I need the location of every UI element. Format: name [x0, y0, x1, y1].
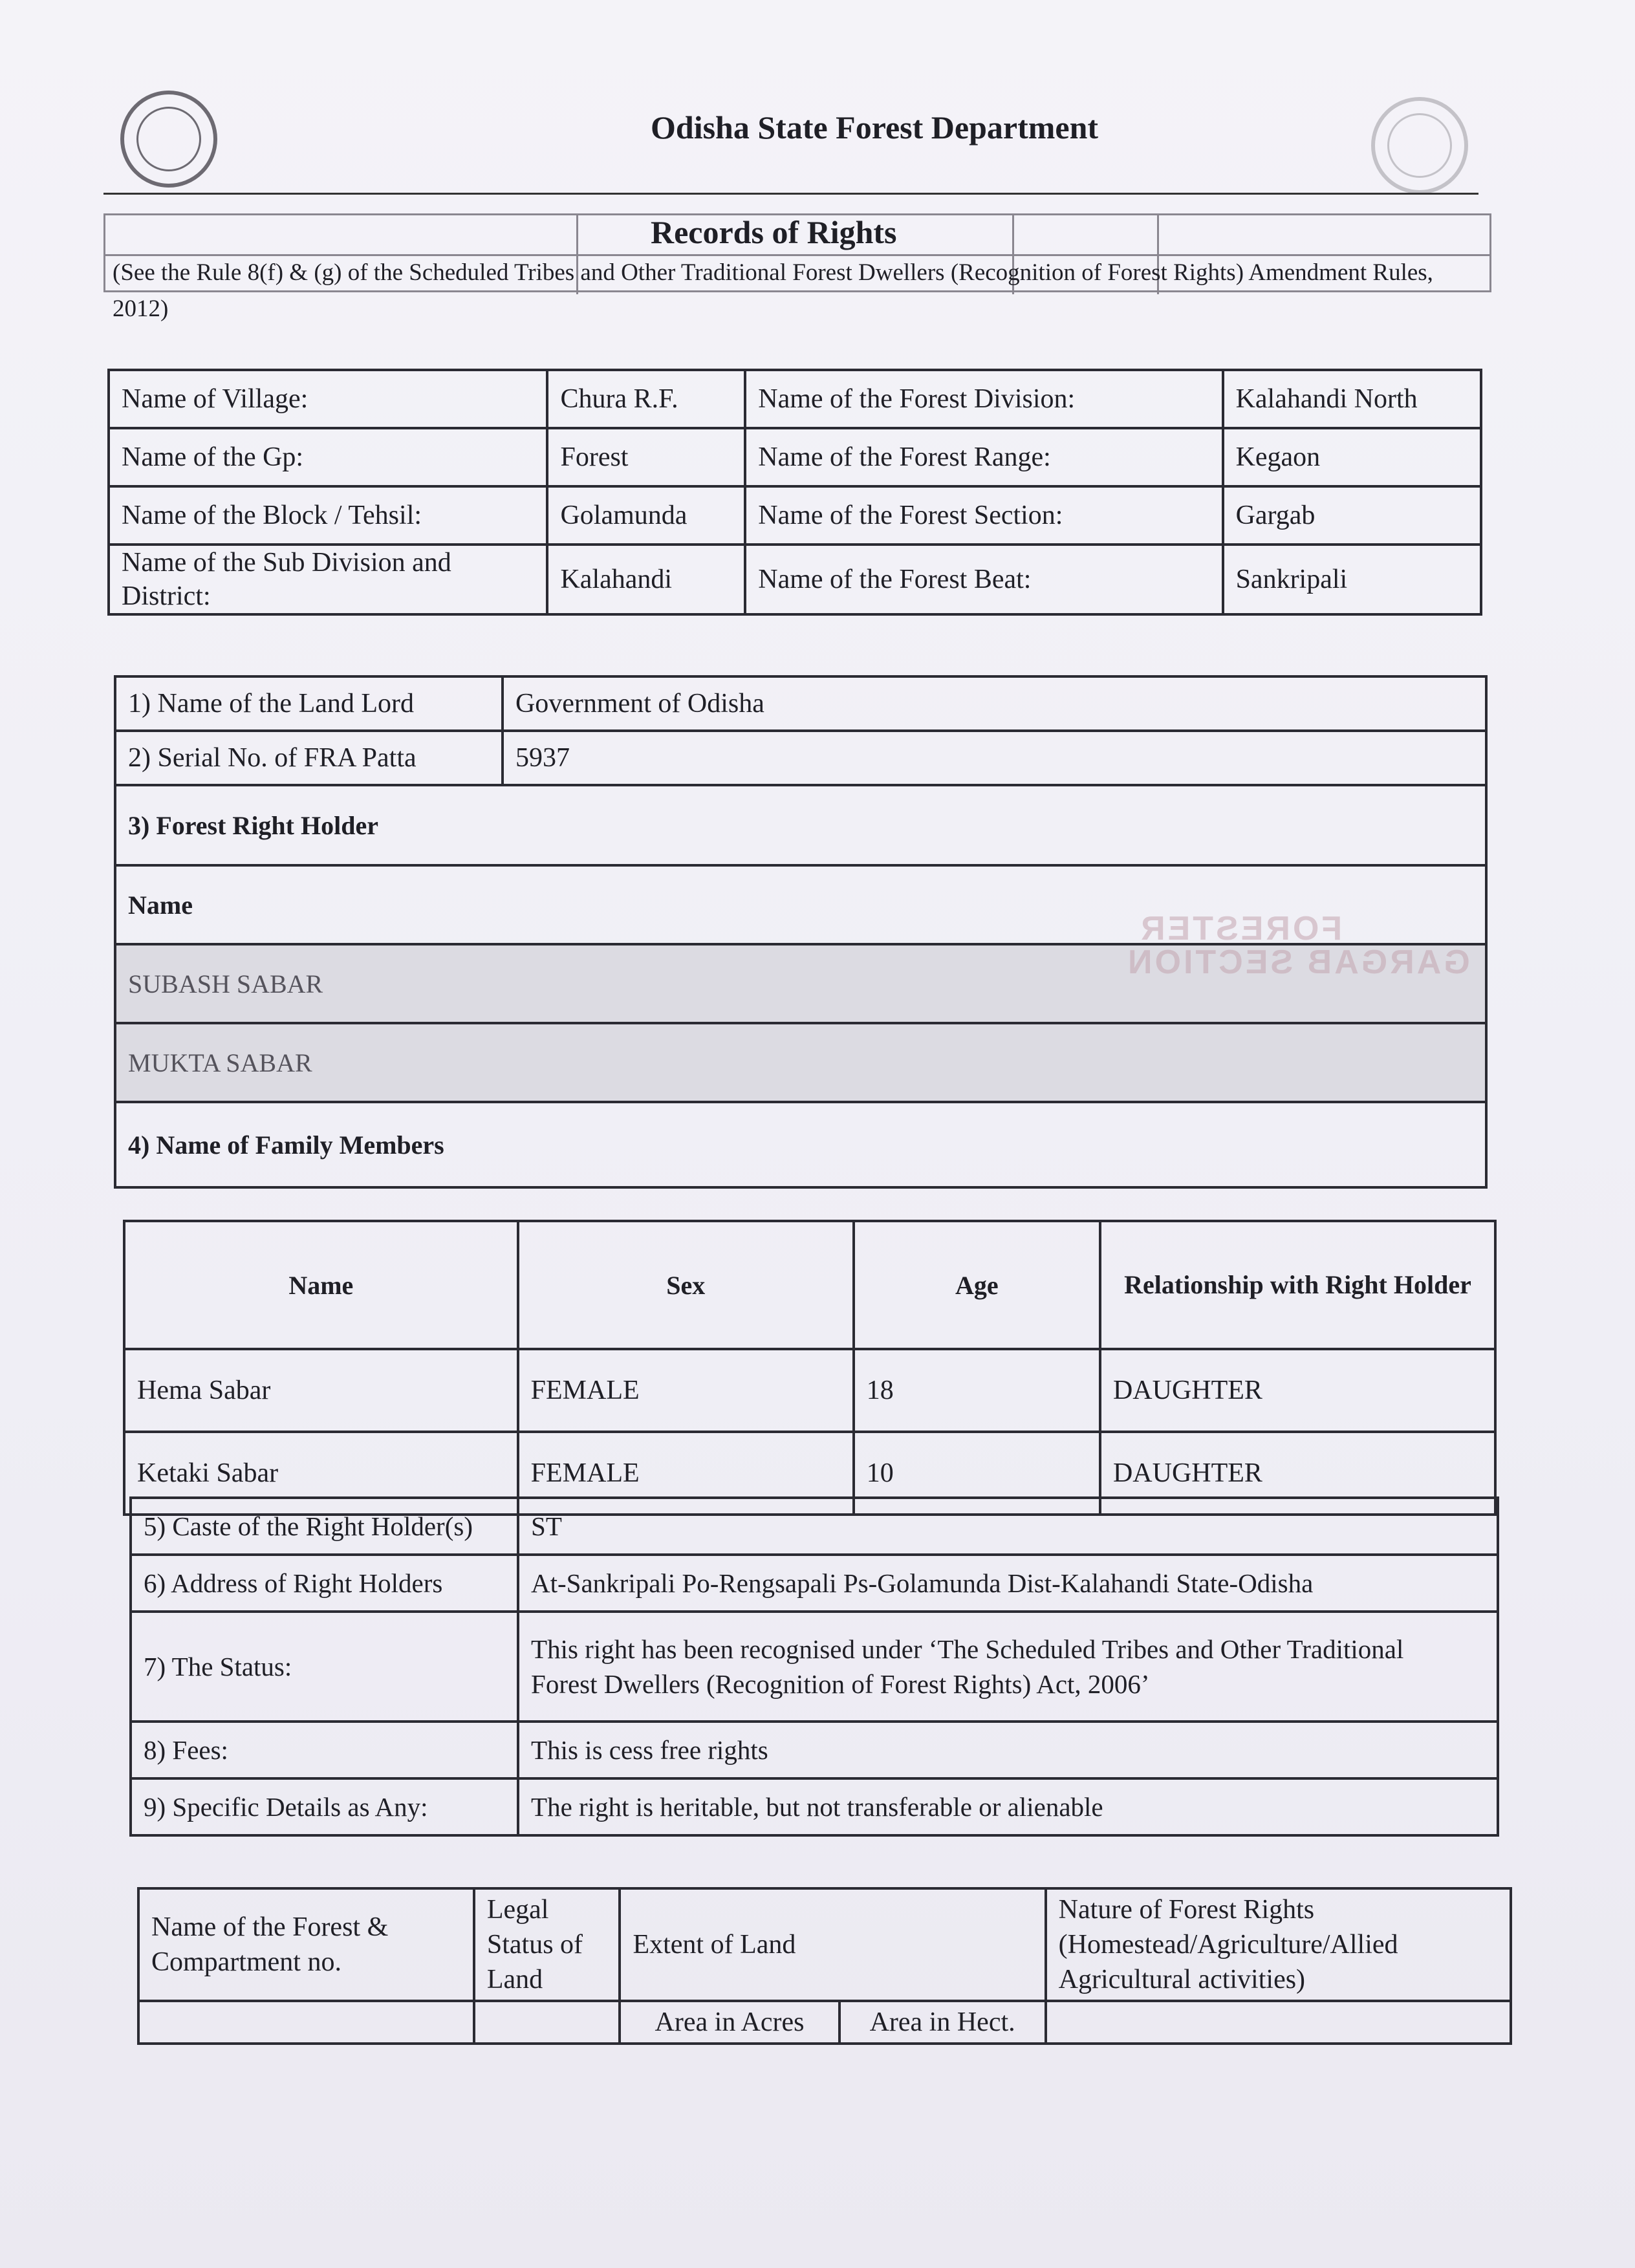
serial-value: 5937	[503, 731, 1486, 785]
section-stamp: GARGAB SECTION	[1125, 944, 1470, 981]
faded-emblem-icon	[1371, 97, 1468, 194]
family-header-age: Age	[854, 1221, 1100, 1349]
department-title: Odisha State Forest Department	[651, 109, 1099, 146]
family-member-sex: FEMALE	[518, 1432, 854, 1515]
land-empty-cell	[474, 2001, 620, 2044]
status-line-1: This right has been recognised under ‘The Scheduled Tribes and Other Traditional	[531, 1634, 1404, 1664]
caste-label: 5) Caste of the Right Holder(s)	[131, 1498, 518, 1555]
family-member-name: Ketaki Sabar	[124, 1432, 518, 1515]
land-empty-cell	[1046, 2001, 1511, 2044]
header-rule	[103, 193, 1478, 195]
beat-value: Sankripali	[1223, 545, 1481, 614]
division-label: Name of the Forest Division:	[745, 370, 1222, 428]
village-value: Chura R.F.	[547, 370, 745, 428]
specific-label: 9) Specific Details as Any:	[131, 1778, 518, 1835]
holder-name-header: Name	[115, 865, 1486, 944]
status-line-2: Forest Dwellers (Recognition of Forest Rights) Act, 2006’	[531, 1669, 1150, 1699]
address-value: At-Sankripali Po-Rengsapali Ps-Golamunda Dist-Kalahandi State-Odisha	[518, 1555, 1498, 1612]
range-value: Kegaon	[1223, 428, 1481, 486]
family-member-age: 18	[854, 1349, 1100, 1432]
division-value: Kalahandi North	[1223, 370, 1481, 428]
family-member-sex: FEMALE	[518, 1349, 854, 1432]
caste-value: ST	[518, 1498, 1498, 1555]
status-value	[518, 1612, 1498, 1722]
holder-name: SUBASH SABAR	[115, 944, 1486, 1023]
odisha-emblem-icon	[120, 91, 217, 188]
block-value: Golamunda	[547, 486, 745, 545]
holder-name: MUKTA SABAR	[115, 1023, 1486, 1102]
family-table	[123, 1220, 1497, 1516]
subdivision-label: Name of the Sub Division and District:	[109, 545, 547, 614]
subdivision-value: Kalahandi	[547, 545, 745, 614]
landlord-value: Government of Odisha	[503, 676, 1486, 731]
family-section-heading: 4) Name of Family Members	[115, 1102, 1486, 1187]
land-col-forest: Name of the Forest & Compartment no.	[138, 1888, 474, 2001]
beat-label: Name of the Forest Beat:	[745, 545, 1222, 614]
village-label: Name of Village:	[109, 370, 547, 428]
family-member-age: 10	[854, 1432, 1100, 1515]
status-label: 7) The Status:	[131, 1612, 518, 1722]
fees-label: 8) Fees:	[131, 1722, 518, 1778]
family-member-relationship: DAUGHTER	[1100, 1432, 1495, 1515]
land-table	[137, 1887, 1512, 2045]
fees-value: This is cess free rights	[518, 1722, 1498, 1778]
section-value: Gargab	[1223, 486, 1481, 545]
gp-value: Forest	[547, 428, 745, 486]
document-title: Records of Rights	[651, 214, 897, 250]
family-member-name: Hema Sabar	[124, 1349, 518, 1432]
range-label: Name of the Forest Range:	[745, 428, 1222, 486]
holder-section-heading: 3) Forest Right Holder	[115, 785, 1486, 865]
section-label: Name of the Forest Section:	[745, 486, 1222, 545]
land-col-extent: Extent of Land	[620, 1888, 1045, 2001]
family-header-name: Name	[124, 1221, 518, 1349]
table-row	[124, 1349, 1495, 1432]
family-member-relationship: DAUGHTER	[1100, 1349, 1495, 1432]
details-table	[129, 1496, 1499, 1837]
land-col-nature: Nature of Forest Rights (Homestead/Agriculture/Allied Agricultural activities)	[1046, 1888, 1511, 2001]
block-label: Name of the Block / Tehsil:	[109, 486, 547, 545]
family-header-relationship: Relationship with Right Holder	[1100, 1221, 1495, 1349]
gp-label: Name of the Gp:	[109, 428, 547, 486]
land-col-legal: Legal Status of Land	[474, 1888, 620, 2001]
forester-stamp: FORESTER	[1138, 910, 1343, 947]
landlord-label: 1) Name of the Land Lord	[115, 676, 503, 731]
land-empty-cell	[138, 2001, 474, 2044]
land-sub-hect: Area in Hect.	[839, 2001, 1046, 2044]
document-subtitle: (See the Rule 8(f) & (g) of the Scheduled Tribes and Other Traditional Forest Dwellers (Recognition of Forest Rights) Amendment Rules, 2012)	[113, 259, 1433, 322]
serial-label: 2) Serial No. of FRA Patta	[115, 731, 503, 785]
location-table	[107, 369, 1482, 616]
land-sub-acres: Area in Acres	[620, 2001, 839, 2044]
family-header-sex: Sex	[518, 1221, 854, 1349]
address-label: 6) Address of Right Holders	[131, 1555, 518, 1612]
specific-value: The right is heritable, but not transferable or alienable	[518, 1778, 1498, 1835]
